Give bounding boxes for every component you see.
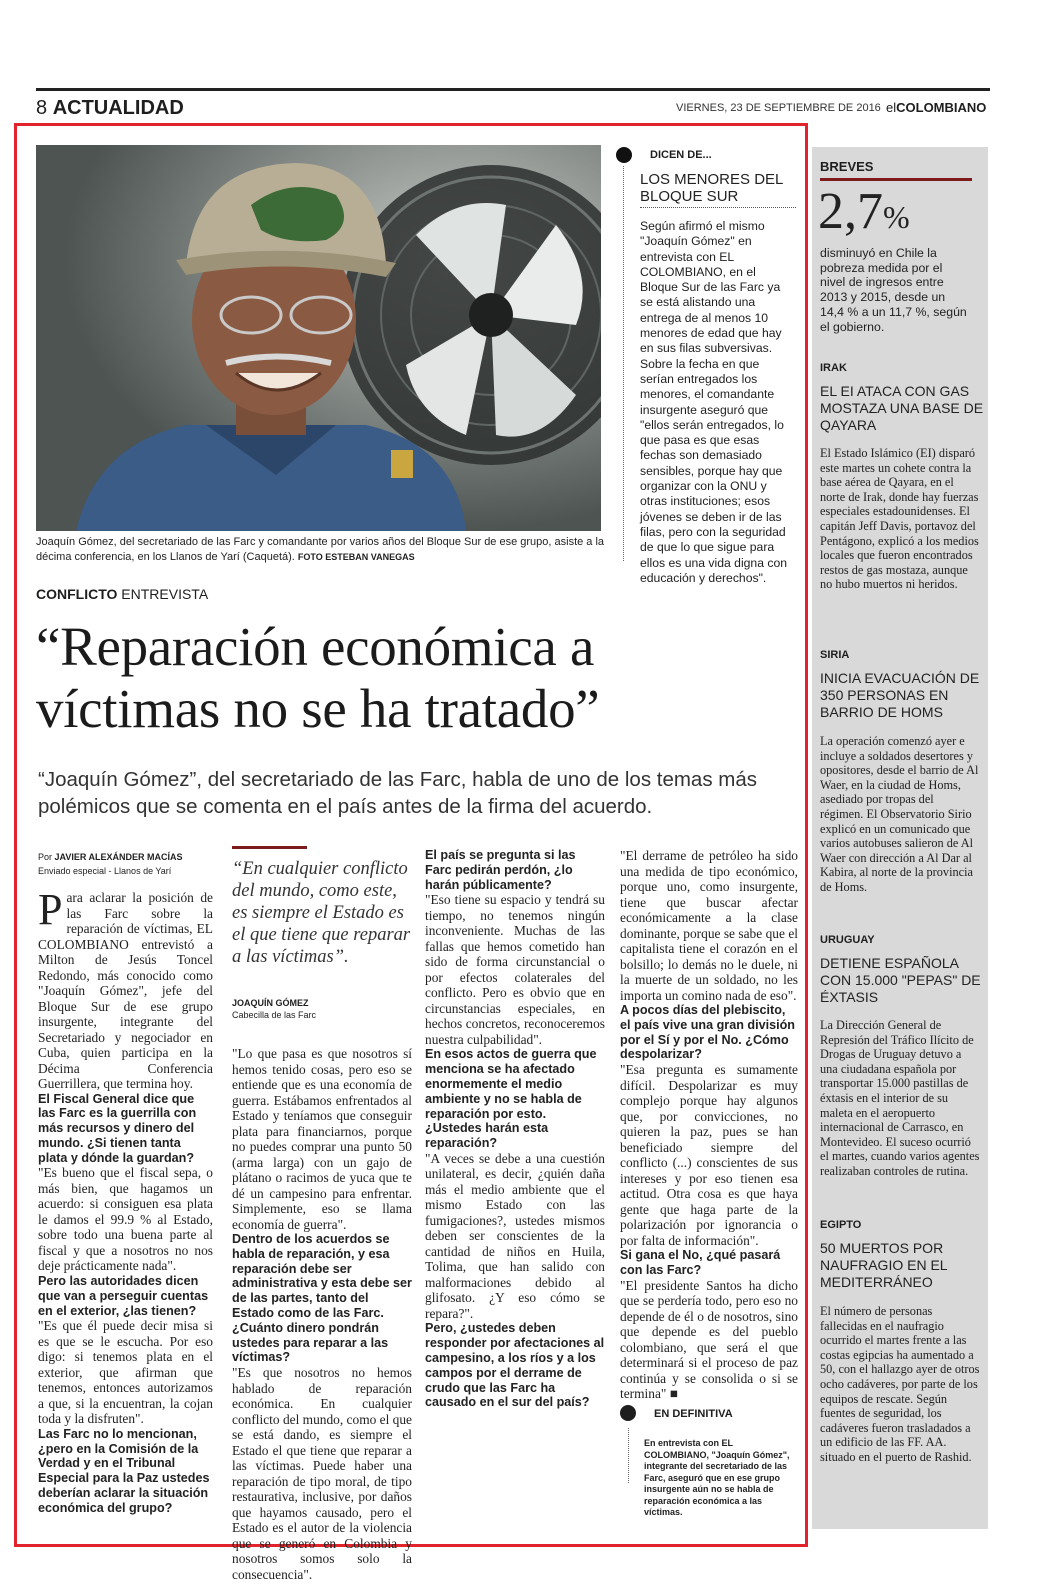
dicen-divider bbox=[623, 166, 625, 561]
deck: “Joaquín Gómez”, del secretariado de las Farc, habla de uno de los temas más polémicos que se comenta en el país antes de la firma del acuerdo. bbox=[38, 768, 758, 818]
brief-headline-irak: EL EI ATACA CON GAS MOSTAZA UNA BASE DE QAYARA bbox=[820, 383, 984, 433]
country-uruguay: URUGUAY bbox=[820, 934, 875, 946]
dicen-body: Según afirmó el mismo "Joaquín Gómez" en entrevista con EL COLOMBIANO, en el Bloque Sur de las Farc ya se está alistando una entrega de al menos 10 menores de edad que hay en sus filas subversivas. Sobre la fecha en que serían entregados los menores, el comandante insurgente aseguró que "ellos serán entregados, lo que pasa es que esas fechas son demasiado sensibles, porque hay que organizar con la ONU y otras instituciones; esos jóvenes se deben ir de las filas, pero con la seguridad de que lo que sigue para ellos es una vida digna con educación y derechos". bbox=[640, 219, 788, 585]
issue-date: VIERNES, 23 DE SEPTIEMBRE DE 2016 bbox=[676, 102, 881, 114]
en-definitiva-body: En entrevista con EL COLOMBIANO, "Joaquín Gómez", integrante del secretariado de las Farc, aseguró que en ese grupo insurgente aún no se habla de reparación económica a las víctimas. bbox=[644, 1438, 790, 1517]
question-6: En esos actos de guerra que menciona se ha afectado enormemente el medio ambiente y no se habla de reparación por esto. ¿Ustedes harán esta reparación? bbox=[425, 1047, 597, 1151]
en-definitiva-divider bbox=[628, 1428, 630, 1483]
question-4: Dentro de los acuerdos se habla de reparación, y esa reparación debe ser administrativa y esta debe ser de las partes, tanto del Estado como de las Farc. ¿Cuánto dinero pondrán ustedes para reparar a las víctimas? bbox=[232, 1232, 412, 1365]
dicen-label: DICEN DE... bbox=[650, 149, 712, 161]
question-7: Pero, ¿ustedes deben responder por afectaciones al campesino, a los ríos y a los campos por el derrame de crudo que las Farc ha causado en el sur del país? bbox=[425, 1321, 605, 1410]
question-9: Si gana el No, ¿qué pasará con las Farc? bbox=[620, 1248, 781, 1277]
pull-quote-rule bbox=[232, 846, 307, 849]
section-header bbox=[36, 97, 184, 120]
answer-7: "El derrame de petróleo ha sido una medida de tipo económico, porque uno, como insurgente, tiene que buscar afectar económicamente a la clase dominante, porque se sabe que el capitalista tiene el corazón en el bolsillo; lo demás no le duele, ni la muerte de un soldado, no les importa un comino nada de eso". bbox=[620, 848, 798, 1003]
headline: “Reparación económica a víctimas no se ha tratado” bbox=[36, 616, 600, 739]
column-3 bbox=[425, 848, 605, 1410]
answer-9: "El presidente Santos ha dicho que se perdería todo, pero eso no depende de él o de nosotros, sino que depende es del pueblo colombiano, que será el que determinará si el proceso de paz continúa y se consolida o si se termina" ■ bbox=[620, 1277, 798, 1402]
question-1: El Fiscal General dice que las Farc es la guerrilla con más recursos y dinero del mundo. ¿Si tienen tanta plata y dónde la guardan? bbox=[38, 1091, 197, 1165]
answer-4: "Es que nosotros no hemos hablado de reparación económica. En cualquier conflicto del mundo, como el que se está dando, es siempre el Estado el que tiene que reparar a las víctimas. Puede haber una reparación de tipo moral, de tipo restaurativa, inclusive, por daños que hayamos causado, pero el Estado es el autor de la violencia que se generó en Colombia y nosotros somos solo la consecuencia". bbox=[232, 1365, 412, 1582]
brief-headline-siria: INICIA EVACUACIÓN DE 350 PERSONAS EN BARRIO DE HOMS bbox=[820, 670, 980, 720]
question-3: Las Farc no lo mencionan, ¿pero en la Comisión de la Verdad y en el Tribunal Especial para la Paz ustedes deberían aclarar la situación económica del grupo? bbox=[38, 1426, 210, 1515]
photo-credit: FOTO ESTEBAN VANEGAS bbox=[297, 552, 415, 562]
column-4 bbox=[620, 848, 798, 1402]
article-photo bbox=[36, 145, 601, 531]
kicker: CONFLICTO ENTREVISTA bbox=[36, 586, 209, 602]
speech-bubble-icon bbox=[616, 147, 632, 163]
question-8: A pocos días del plebiscito, el país vive una gran división por el Sí y por el No. ¿Cómo despolarizar? bbox=[620, 1003, 795, 1062]
photo-caption: Joaquín Gómez, del secretariado de las Farc y comandante por varios años del Bloque Sur de ese grupo, asiste a la décima conferencia, en los Llanos de Yarí (Caquetá). FOTO ESTEBAN VANEGAS bbox=[36, 536, 605, 563]
column-2 bbox=[232, 1046, 412, 1582]
dicen-rule bbox=[640, 207, 796, 208]
brief-body-egipto: El número de personas fallecidas en el naufragio ocurrido el martes frente a las costas egipcias ha aumentado a 50, con el hallazgo ayer de otros ocho cadáveres, por parte de los equipos de rescate. Según fuentes de seguridad, los cadáveres fueron trasladados a un edificio de las FF. AA. situado en el puerto de Rashid. bbox=[820, 1304, 980, 1464]
dicen-title: LOS MENORES DEL BLOQUE SUR bbox=[640, 171, 784, 205]
pull-quote-name: JOAQUÍN GÓMEZ bbox=[232, 998, 309, 1008]
answer-5: "Eso tiene su espacio y tendrá su tiempo, no tenemos ningún inconveniente. Muchas de las fallas que hemos cometido han sido de forma circunstancial o por efectos colaterales del conflicto. Pero es obvio que en circunstancias especiales, en hechos concretos, reconoceremos nuestra culpabilidad". bbox=[425, 892, 605, 1047]
question-2: Pero las autoridades dicen que van a perseguir cuentas en el exterior, ¿las tienen? bbox=[38, 1273, 209, 1318]
header-rule bbox=[36, 88, 990, 91]
stat-number: 2,7% bbox=[818, 183, 910, 240]
end-mark: ■ bbox=[669, 1386, 678, 1402]
answer-6: "A veces se debe a una cuestión unilateral, es decir, ¿quién daña más el medio ambiente que el mismo Estado con las fumigaciones?, ustedes mismos deben ser conscientes de la cantidad de niños en Huila, Tolima, que han salido con malformaciones debido al glifosato. ¿Y eso cómo se repara?". bbox=[425, 1150, 605, 1321]
pull-quote: “En cualquier conflicto del mundo, como este, es siempre el Estado es el que tiene que reparar a las víctimas”. bbox=[232, 859, 411, 967]
byline: Por JAVIER ALEXÁNDER MACÍAS bbox=[38, 852, 183, 862]
en-definitiva-label: EN DEFINITIVA bbox=[654, 1408, 733, 1420]
byline-role: Enviado especial - Llanos de Yarí bbox=[38, 866, 172, 876]
breves-rule bbox=[820, 178, 972, 181]
stat-text: disminuyó en Chile la pobreza medida por el nivel de ingresos entre 2013 y 2015, desde un 14,4 % a un 11,7 %, según el gobierno. bbox=[820, 246, 967, 334]
dropcap: P bbox=[38, 885, 63, 934]
answer-8: "Esa pregunta es sumamente difícil. Despolarizar es muy complejo porque hay algunos que, por convicciones, no quieren la paz, pues se han beneficiado siempre del conflicto (...) conscientes de sus intereses y por eso tienen esa actitud. Otra cosa es que haya gente que haga parte de la polarización por ignorancia o por falta de información". bbox=[620, 1062, 798, 1248]
question-5: El país se pregunta si las Farc pedirán perdón, ¿lo harán públicamente? bbox=[425, 848, 576, 892]
answer-2: "Es que él puede decir misa si es que se le escucha. Por eso digo: si tenemos plata en el exterior, que afirman que tenemos, entonces autorizamos a que, si la encuentran, la cojan toda y la disfruten". bbox=[38, 1318, 213, 1427]
column-1 bbox=[38, 850, 213, 1516]
country-egipto: EGIPTO bbox=[820, 1219, 862, 1231]
masthead-logo: elCOLOMBIANO bbox=[886, 100, 987, 115]
country-irak: IRAK bbox=[820, 362, 847, 374]
brief-body-siria: La operación comenzó ayer e incluye a soldados desertores y opositores, desde el barrio de Al Waer, en la ciudad de Homs, asediado por tropas del régimen. El Observatorio Sirio explicó en un comunicado que varios autobuses salieron de Al Waer con dirección a Al Dar al Kabira, al norte de la provincia de Homs. bbox=[820, 734, 979, 894]
brief-headline-uruguay: DETIENE ESPAÑOLA CON 15.000 "PEPAS" DE ÉXTASIS bbox=[820, 955, 981, 1005]
country-siria: SIRIA bbox=[820, 649, 850, 661]
breves-label: BREVES bbox=[820, 159, 874, 174]
brief-body-uruguay: La Dirección General de Represión del Tráfico Ilícito de Drogas de Uruguay detuvo a una ciudadana española por transportar 15.000 pastillas de éxtasis en el interior de su maleta en el aeropuerto internacional de Carrasco, en Montevideo. El suceso ocurrió el martes, cuando varios agentes realizaban controles de rutina. bbox=[820, 1018, 980, 1178]
intro-paragraph: Para aclarar la posición de las Farc sobre la reparación de víctimas, EL COLOMBIANO entrevistó a Milton de Jesús Toncel Redondo, más conocido como "Joaquín Gómez", jefe del Bloque Sur de ese grupo insurgente, integrante del Secretariado y negociador en Cuba, quien participa en la Décima Conferencia Guerrillera, que termina hoy. bbox=[38, 885, 213, 1091]
brief-body-irak: El Estado Islámico (EI) disparó este martes un cohete contra la base aérea de Qayara, en el norte de Irak, donde hay fuerzas especiales estadounidenses. El capitán Jeff Davis, portavoz del Pentágono, explicó a los medios locales que fueron encontrados restos de gas mostaza, aunque no hubo muertos ni heridos. bbox=[820, 446, 979, 592]
answer-3: "Lo que pasa es que nosotros sí hemos tenido cosas, pero eso se entiende que es una economía de guerra. Estábamos enfrentados al Estado y teníamos que conseguir plata para financiarnos, porque no puedes comprar una punto 50 (arma larga) con un gajo de plátano o racimos de yuca que te dé un campesino para enfrentar. Simplemente, eso se llama economía de guerra". bbox=[232, 1046, 412, 1232]
section-name: ACTUALIDAD bbox=[52, 97, 184, 119]
answer-1: "Es bueno que el fiscal sepa, o más bien, que hagamos un acuerdo: si consiguen esa plata le damos el 99.9 % al Estado, sobre todo una buena parte al fiscal y que a nosotros no nos deje prácticamente nada". bbox=[38, 1165, 213, 1274]
pull-quote-role: Cabecilla de las Farc bbox=[232, 1010, 317, 1020]
page-number: 8 bbox=[36, 97, 48, 119]
brief-headline-egipto: 50 MUERTOS POR NAUFRAGIO EN EL MEDITERRÁNEO bbox=[820, 1240, 948, 1290]
en-definitiva-icon bbox=[620, 1405, 636, 1421]
